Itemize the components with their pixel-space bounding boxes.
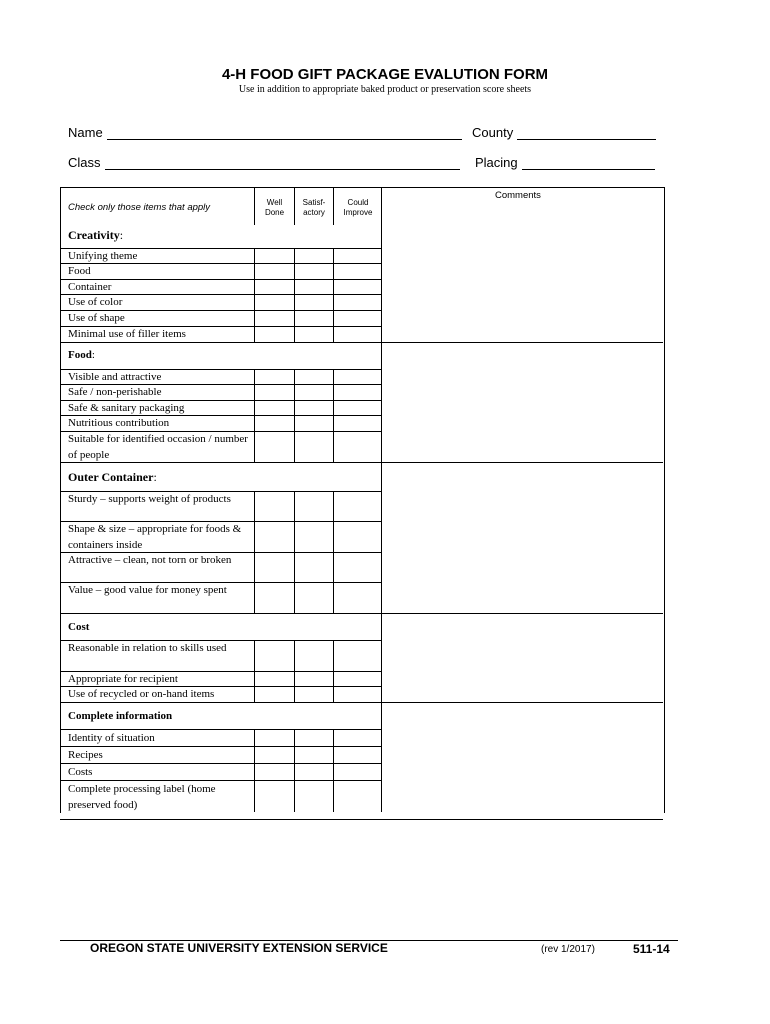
list-item: Unifying theme bbox=[68, 250, 138, 262]
grid-vline bbox=[254, 729, 255, 812]
class-label: Class bbox=[68, 155, 101, 170]
section-food: Food: bbox=[68, 349, 95, 361]
list-item: Container bbox=[68, 281, 112, 293]
list-item: Attractive – clean, not torn or broken bbox=[68, 554, 232, 566]
list-item: Nutritious contribution bbox=[68, 417, 170, 429]
list-item: Shape & size – appropriate for foods & containers inside bbox=[68, 523, 242, 551]
list-item: Safe / non-perishable bbox=[68, 386, 162, 398]
header-divider-1 bbox=[254, 187, 255, 225]
county-line[interactable] bbox=[517, 127, 656, 140]
outer-container-label: Outer Container bbox=[68, 470, 154, 484]
placing-label: Placing bbox=[475, 155, 518, 170]
table-bottom-border bbox=[60, 819, 663, 820]
check-instruction: Check only those items that apply bbox=[68, 202, 211, 213]
list-item: Safe & sanitary packaging bbox=[68, 402, 185, 414]
header-divider-3 bbox=[333, 187, 334, 225]
list-item: Use of shape bbox=[68, 312, 125, 324]
form-subtitle: Use in addition to appropriate baked product or preservation score sheets bbox=[238, 84, 532, 95]
footer-revision: (rev 1/2017) bbox=[541, 944, 595, 955]
list-item: Recipes bbox=[68, 749, 103, 761]
list-item: Costs bbox=[68, 766, 93, 778]
list-item: Use of recycled or on-hand items bbox=[68, 688, 215, 700]
grid-hline bbox=[60, 729, 381, 730]
grid-vline bbox=[333, 729, 334, 812]
list-item: Visible and attractive bbox=[68, 371, 162, 383]
col-header-satisfactory: Satisf- actory bbox=[302, 198, 326, 217]
placing-field[interactable] bbox=[475, 155, 655, 170]
header-divider-2 bbox=[294, 187, 295, 225]
county-field[interactable] bbox=[472, 125, 656, 140]
list-item: Identity of situation bbox=[68, 732, 155, 744]
county-label: County bbox=[472, 125, 514, 140]
footer-organization: OREGON STATE UNIVERSITY EXTENSION SERVICE bbox=[90, 941, 388, 955]
food-label: Food bbox=[68, 349, 92, 361]
class-line[interactable] bbox=[105, 157, 460, 170]
list-item: Complete processing label (home preserved food) bbox=[68, 783, 216, 811]
section-outer-container: Outer Container: bbox=[68, 470, 157, 484]
comments-divider bbox=[381, 187, 382, 812]
name-field[interactable] bbox=[68, 125, 462, 140]
section-separator bbox=[60, 613, 663, 614]
class-field[interactable] bbox=[68, 155, 460, 170]
col-header-well-done: Well Done bbox=[264, 198, 285, 217]
creativity-label: Creativity bbox=[68, 228, 120, 242]
section-creativity: Creativity: bbox=[68, 228, 124, 242]
list-item: Sturdy – supports weight of products bbox=[68, 493, 231, 505]
comments-header: Comments bbox=[495, 190, 541, 201]
list-item: Reasonable in relation to skills used bbox=[68, 642, 227, 654]
list-item: Value – good value for money spent bbox=[68, 584, 227, 596]
section-complete-information: Complete information bbox=[68, 710, 173, 722]
section-cost: Cost bbox=[68, 621, 90, 633]
list-item: Use of color bbox=[68, 296, 123, 308]
placing-line[interactable] bbox=[522, 157, 655, 170]
grid-vline bbox=[294, 729, 295, 812]
footer-form-number: 511-14 bbox=[633, 942, 670, 956]
name-line[interactable] bbox=[107, 127, 462, 140]
list-item: Food bbox=[68, 265, 91, 277]
list-item: Appropriate for recipient bbox=[68, 673, 178, 685]
list-item: Suitable for identified occasion / number of people bbox=[68, 433, 248, 461]
form-title: 4-H FOOD GIFT PACKAGE EVALUTION FORM bbox=[221, 66, 549, 83]
name-label: Name bbox=[68, 125, 103, 140]
col-header-could-improve: Could Improve bbox=[343, 198, 373, 217]
list-item: Minimal use of filler items bbox=[68, 328, 186, 340]
